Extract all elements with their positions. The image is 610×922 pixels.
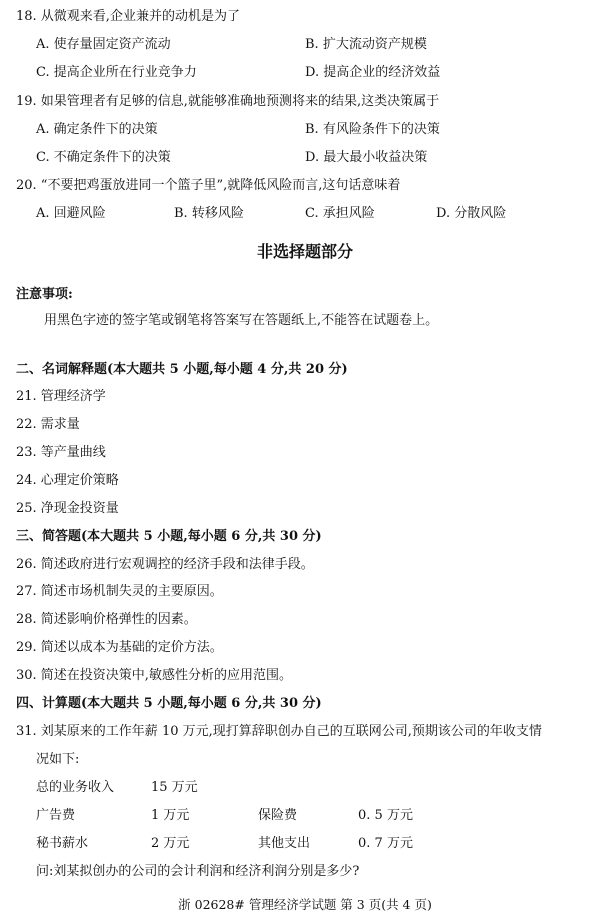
q31-question: 问:刘某拟创办的公司的会计利润和经济利润分别是多少? <box>36 864 360 879</box>
q20-option-a: A. 回避风险 <box>36 206 106 221</box>
q19-option-a: A. 确定条件下的决策 <box>36 122 158 137</box>
q18-option-b: B. 扩大流动资产规模 <box>305 37 427 52</box>
q20-option-b: B. 转移风险 <box>174 206 244 221</box>
notice-text: 用黑色字迹的签字笔或钢笔将答案写在答题纸上,不能答在试题卷上。 <box>44 313 439 328</box>
q19-option-d: D. 最大最小收益决策 <box>305 150 428 165</box>
other-label: 其他支出 <box>258 836 311 851</box>
section-3-heading: 三、简答题(本大题共 5 小题,每小题 6 分,共 30 分) <box>16 529 322 544</box>
q28: 28. 简述影响价格弹性的因素。 <box>16 612 197 627</box>
q25: 25. 净现金投资量 <box>16 501 119 516</box>
salary-value: 2 万元 <box>151 836 190 851</box>
q18-stem: 18. 从微观来看,企业兼并的动机是为了 <box>16 9 240 24</box>
other-value: 0. 7 万元 <box>358 836 413 851</box>
q31-line-2: 况如下: <box>36 752 80 767</box>
ad-label: 广告费 <box>36 808 76 823</box>
q19-option-c: C. 不确定条件下的决策 <box>36 150 171 165</box>
section-4-heading: 四、计算题(本大题共 5 小题,每小题 6 分,共 30 分) <box>16 696 322 711</box>
revenue-value: 15 万元 <box>151 780 198 795</box>
insurance-label: 保险费 <box>258 808 298 823</box>
q18-option-c: C. 提高企业所在行业竞争力 <box>36 65 197 80</box>
part-title: 非选择题部分 <box>256 242 353 261</box>
q20-option-c: C. 承担风险 <box>305 206 375 221</box>
q19-stem: 19. 如果管理者有足够的信息,就能够准确地预测将来的结果,这类决策属于 <box>16 94 440 109</box>
q27: 27. 简述市场机制失灵的主要原因。 <box>16 584 223 599</box>
q23: 23. 等产量曲线 <box>16 445 106 460</box>
section-2-heading: 二、名词解释题(本大题共 5 小题,每小题 4 分,共 20 分) <box>16 362 348 377</box>
q29: 29. 简述以成本为基础的定价方法。 <box>16 640 223 655</box>
q19-option-b: B. 有风险条件下的决策 <box>305 122 440 137</box>
revenue-label: 总的业务收入 <box>36 780 115 795</box>
q20-stem: 20. “不要把鸡蛋放进同一个篮子里”,就降低风险而言,这句话意味着 <box>16 178 401 193</box>
q24: 24. 心理定价策略 <box>16 473 119 488</box>
q22: 22. 需求量 <box>16 417 80 432</box>
q18-option-d: D. 提高企业的经济效益 <box>305 65 441 80</box>
q20-option-d: D. 分散风险 <box>436 206 507 221</box>
q21: 21. 管理经济学 <box>16 389 106 404</box>
q31-line-1: 31. 刘某原来的工作年薪 10 万元,现打算辞职创办自己的互联网公司,预期该公司的年收支情 <box>16 724 542 739</box>
q26: 26. 简述政府进行宏观调控的经济手段和法律手段。 <box>16 557 314 572</box>
notice-heading: 注意事项: <box>16 287 73 302</box>
q18-option-a: A. 使存量固定资产流动 <box>36 37 171 52</box>
page-footer: 浙 02628# 管理经济学试题 第 3 页(共 4 页) <box>178 897 432 912</box>
q30: 30. 简述在投资决策中,敏感性分析的应用范围。 <box>16 668 292 683</box>
ad-value: 1 万元 <box>151 808 190 823</box>
insurance-value: 0. 5 万元 <box>358 808 413 823</box>
salary-label: 秘书薪水 <box>36 836 89 851</box>
